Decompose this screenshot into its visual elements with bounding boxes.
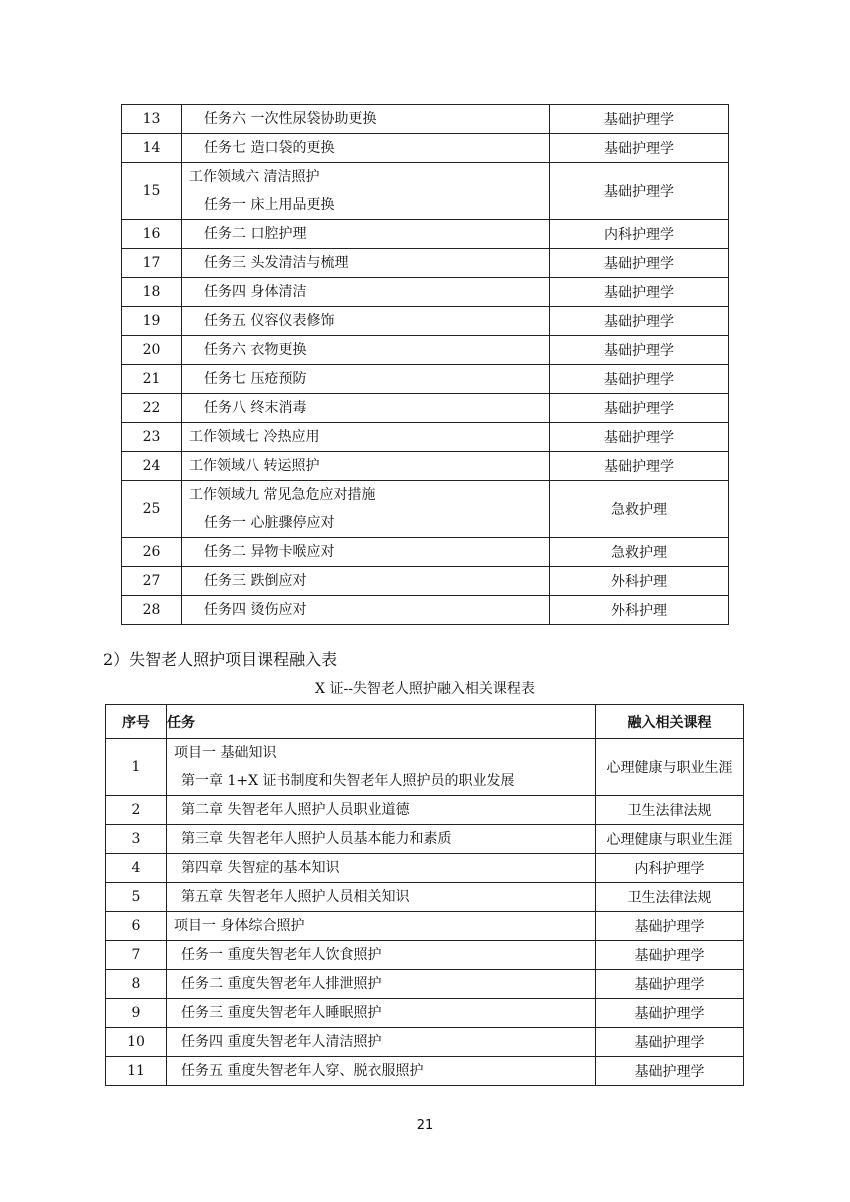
- header-task: 任务: [167, 705, 596, 739]
- course-cell: 卫生法律法规: [596, 796, 744, 825]
- table-row: [122, 481, 729, 538]
- task-line: 项目一 基础知识: [174, 745, 277, 761]
- course-cell: 基础护理学: [550, 249, 729, 278]
- row-number: 26: [122, 538, 182, 567]
- task-line: 第三章 失智老年人照护人员基本能力和素质: [181, 831, 452, 847]
- table-row: [122, 163, 729, 220]
- header-course: 融入相关课程: [596, 705, 744, 739]
- task-line: 任务七 压疮预防: [204, 371, 307, 387]
- task-line: 工作领域九 常见急危应对措施: [189, 487, 376, 503]
- task-cell: [167, 739, 596, 796]
- task-line: 任务一 心脏骤停应对: [204, 515, 335, 531]
- task-line: 任务五 仪容仪表修饰: [204, 313, 335, 329]
- course-cell: 心理健康与职业生涯: [596, 739, 744, 796]
- table-row: [122, 538, 729, 567]
- course-cell: 基础护理学: [596, 941, 744, 970]
- task-line: 第一章 1+X 证书制度和失智老年人照护员的职业发展: [181, 773, 515, 789]
- table-row: [106, 739, 744, 796]
- course-cell: 基础护理学: [596, 1057, 744, 1086]
- task-line: 任务七 造口袋的更换: [204, 140, 335, 156]
- task-cell: [182, 163, 550, 220]
- row-number: 25: [122, 481, 182, 538]
- task-line: 任务四 重度失智老年人清洁照护: [181, 1034, 382, 1050]
- task-line: 任务四 烫伤应对: [204, 602, 307, 618]
- course-table-2: [105, 704, 744, 1086]
- row-number: 7: [106, 941, 167, 970]
- table-row: [122, 336, 729, 365]
- table-row: [122, 105, 729, 134]
- table-row: [106, 825, 744, 854]
- row-number: 1: [106, 739, 167, 796]
- task-cell: [182, 278, 550, 307]
- row-number: 9: [106, 999, 167, 1028]
- table-row: [106, 796, 744, 825]
- row-number: 10: [106, 1028, 167, 1057]
- table-row: [106, 999, 744, 1028]
- course-cell: 基础护理学: [596, 912, 744, 941]
- table-row: [122, 307, 729, 336]
- course-cell: 基础护理学: [550, 105, 729, 134]
- task-line: 任务二 异物卡喉应对: [204, 544, 335, 560]
- task-line: 任务三 头发清洁与梳理: [204, 255, 349, 271]
- task-cell: [182, 365, 550, 394]
- row-number: 23: [122, 423, 182, 452]
- course-cell: 急救护理: [550, 481, 729, 538]
- course-cell: 基础护理学: [596, 970, 744, 999]
- task-cell: [182, 249, 550, 278]
- task-line: 任务五 重度失智老年人穿、脱衣服照护: [181, 1063, 424, 1079]
- table-row: [106, 941, 744, 970]
- course-cell: 基础护理学: [550, 336, 729, 365]
- table-row: [122, 567, 729, 596]
- task-line: 任务三 重度失智老年人睡眠照护: [181, 1005, 382, 1021]
- course-table-1: [121, 104, 729, 625]
- course-cell: 基础护理学: [550, 365, 729, 394]
- row-number: 14: [122, 134, 182, 163]
- task-line: 工作领域六 清洁照护: [189, 169, 320, 185]
- course-cell: 卫生法律法规: [596, 883, 744, 912]
- table-header-row: [106, 705, 744, 739]
- course-cell: 基础护理学: [596, 999, 744, 1028]
- section-heading: 2）失智老人照护项目课程融入表: [103, 650, 338, 669]
- row-number: 17: [122, 249, 182, 278]
- task-cell: [167, 999, 596, 1028]
- task-line: 任务八 终末消毒: [204, 400, 307, 416]
- row-number: 11: [106, 1057, 167, 1086]
- task-cell: [182, 105, 550, 134]
- course-cell: 心理健康与职业生涯: [596, 825, 744, 854]
- course-cell: 基础护理学: [550, 423, 729, 452]
- course-cell: 急救护理: [550, 538, 729, 567]
- task-line: 第二章 失智老年人照护人员职业道德: [181, 802, 410, 818]
- task-cell: [167, 825, 596, 854]
- task-cell: [182, 336, 550, 365]
- task-cell: [167, 970, 596, 999]
- course-cell: 基础护理学: [550, 278, 729, 307]
- row-number: 6: [106, 912, 167, 941]
- row-number: 21: [122, 365, 182, 394]
- task-line: 工作领域八 转运照护: [189, 458, 320, 474]
- row-number: 22: [122, 394, 182, 423]
- task-line: 任务二 口腔护理: [204, 226, 307, 242]
- task-cell: [167, 796, 596, 825]
- table-row: [122, 249, 729, 278]
- task-cell: [182, 307, 550, 336]
- table-row: [122, 394, 729, 423]
- table-row: [106, 883, 744, 912]
- table-row: [122, 423, 729, 452]
- task-cell: [167, 1057, 596, 1086]
- task-line: 任务一 床上用品更换: [204, 197, 335, 213]
- row-number: 20: [122, 336, 182, 365]
- table-row: [122, 278, 729, 307]
- task-cell: [182, 452, 550, 481]
- course-cell: 基础护理学: [550, 452, 729, 481]
- table-row: [106, 912, 744, 941]
- course-cell: 外科护理: [550, 567, 729, 596]
- row-number: 28: [122, 596, 182, 625]
- row-number: 15: [122, 163, 182, 220]
- task-cell: [182, 538, 550, 567]
- row-number: 5: [106, 883, 167, 912]
- task-line: 任务三 跌倒应对: [204, 573, 307, 589]
- row-number: 4: [106, 854, 167, 883]
- table-caption: X 证--失智老人照护融入相关课程表: [315, 681, 535, 697]
- task-cell: [167, 854, 596, 883]
- course-cell: 基础护理学: [550, 163, 729, 220]
- header-no: 序号: [106, 705, 167, 739]
- task-cell: [167, 883, 596, 912]
- task-cell: [182, 394, 550, 423]
- row-number: 3: [106, 825, 167, 854]
- task-line: 任务一 重度失智老年人饮食照护: [181, 947, 382, 963]
- task-line: 项目一 身体综合照护: [174, 918, 305, 934]
- table-row: [122, 365, 729, 394]
- table-row: [122, 134, 729, 163]
- task-cell: [182, 220, 550, 249]
- task-cell: [182, 423, 550, 452]
- row-number: 19: [122, 307, 182, 336]
- task-cell: [167, 912, 596, 941]
- task-line: 任务二 重度失智老年人排泄照护: [181, 976, 382, 992]
- task-line: 任务四 身体清洁: [204, 284, 307, 300]
- course-cell: 内科护理学: [596, 854, 744, 883]
- course-cell: 内科护理学: [550, 220, 729, 249]
- table-row: [106, 1057, 744, 1086]
- row-number: 18: [122, 278, 182, 307]
- course-cell: 基础护理学: [550, 307, 729, 336]
- table-row: [106, 970, 744, 999]
- task-line: 任务六 衣物更换: [204, 342, 307, 358]
- row-number: 16: [122, 220, 182, 249]
- table-row: [106, 854, 744, 883]
- task-cell: [167, 941, 596, 970]
- row-number: 27: [122, 567, 182, 596]
- table-row: [122, 452, 729, 481]
- course-cell: 基础护理学: [550, 394, 729, 423]
- task-line: 任务六 一次性尿袋协助更换: [204, 111, 377, 127]
- row-number: 2: [106, 796, 167, 825]
- task-cell: [182, 567, 550, 596]
- task-cell: [182, 596, 550, 625]
- task-line: 第四章 失智症的基本知识: [181, 860, 340, 876]
- course-cell: 基础护理学: [550, 134, 729, 163]
- row-number: 24: [122, 452, 182, 481]
- course-cell: 基础护理学: [596, 1028, 744, 1057]
- row-number: 13: [122, 105, 182, 134]
- task-cell: [182, 481, 550, 538]
- row-number: 8: [106, 970, 167, 999]
- task-cell: [182, 134, 550, 163]
- course-cell: 外科护理: [550, 596, 729, 625]
- task-cell: [167, 1028, 596, 1057]
- table-row: [106, 1028, 744, 1057]
- task-line: 第五章 失智老年人照护人员相关知识: [181, 889, 410, 905]
- table-row: [122, 220, 729, 249]
- task-line: 工作领域七 冷热应用: [189, 429, 320, 445]
- table-row: [122, 596, 729, 625]
- page-number: 21: [416, 1118, 434, 1133]
